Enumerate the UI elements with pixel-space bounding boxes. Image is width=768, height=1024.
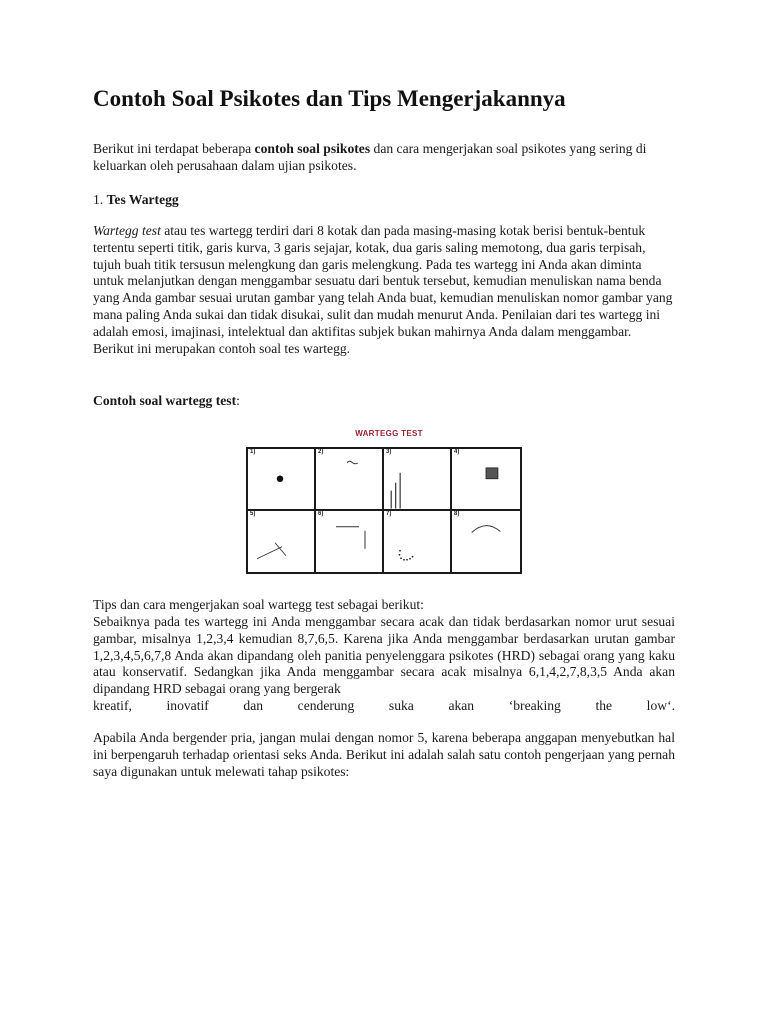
- wavy-line-icon: [316, 449, 382, 509]
- wartegg-cell-3: [384, 449, 452, 511]
- cell-label: 1): [250, 449, 256, 455]
- parallel-lines-icon: [384, 449, 450, 509]
- cell-label: 7): [386, 510, 392, 517]
- intersecting-lines-icon: [248, 511, 314, 573]
- wartegg-cell-8: [452, 511, 520, 573]
- section-heading: [93, 192, 675, 209]
- wartegg-description-text: atau tes wartegg terdiri dari 8 kotak dan pada masing-masing kotak berisi bentuk-bentuk tertentu seperti titik, garis kurva, 3 garis sejajar, kotak, dua garis saling memotong, dua garis terpisah, tujuh buah titik tersusun melengkung dan garis melengkung. Pada tes wartegg ini Anda akan diminta untuk melanjutkan dengan menggambar sesuatu dari bentuk tersebut, kemudian menuliskan nama benda yang Anda gambar sesuai urutan gambar yang telah Anda buat, kemudian menuliskan nomor gambar yang mana paling Anda sukai dan tidak disukai, sulit dan mudah menurut Anda. Penilaian dari tes wartegg ini adalah emosi, imajinasi, intelektual dan aktifitas subjek bukan mahirnya Anda dalam menggambar. Berikut ini merupakan contoh soal tes wartegg.: [93, 223, 673, 356]
- tips-heading: Tips dan cara mengerjakan soal wartegg test sebagai berikut:: [93, 597, 424, 612]
- wartegg-description: [93, 223, 675, 357]
- arc-icon: [452, 511, 520, 573]
- intro-text-after: dan cara mengerjakan soal psikotes yang sering di keluarkan oleh perusahaan dalam ujian psikotes.: [93, 141, 647, 173]
- intro-text-before: Berikut ini terdapat beberapa: [93, 141, 255, 156]
- cell-label: 2): [318, 449, 324, 455]
- cell-label: 4): [454, 449, 460, 455]
- wartegg-term: Wartegg test: [93, 223, 161, 238]
- figure-title: WARTEGG TEST: [355, 429, 423, 438]
- wartegg-cell-6: [316, 511, 384, 573]
- square-icon: [452, 449, 520, 509]
- curved-dots-icon: [384, 511, 450, 573]
- separate-lines-icon: [316, 511, 382, 573]
- wartegg-cell-7: [384, 511, 452, 573]
- wartegg-cell-1: [248, 449, 316, 511]
- cell-label: 5): [250, 510, 256, 517]
- cell-label: 3): [386, 449, 392, 455]
- dot-icon: [248, 449, 314, 509]
- tips-body: Sebaiknya pada tes wartegg ini Anda menggambar secara acak dan tidak berdasarkan nomor urut sesuai gambar, misalnya 1,2,3,4 kemudian 8,7,6,5. Karena jika Anda menggambar berdasarkan urutan gambar 1,2,3,4,5,6,7,8 Anda akan dipandang oleh panitia penyelenggara psikotes (HRD) sebagai orang yang kaku atau konservatif. Sedangkan jika Anda menggambar secara acak misalnya 6,1,4,2,7,8,3,5 Anda akan dipandang HRD sebagai orang yang bergerak: [93, 614, 675, 697]
- wartegg-cell-4: [452, 449, 520, 511]
- cell-label: 6): [318, 510, 324, 517]
- page-title: Contoh Soal Psikotes dan Tips Mengerjakannya: [93, 86, 566, 111]
- example-heading: [93, 393, 675, 410]
- intro-paragraph: [93, 141, 675, 175]
- example-heading-bold: Contoh soal wartegg test: [93, 393, 237, 408]
- section-title: Tes Wartegg: [106, 192, 179, 207]
- example-heading-colon: :: [236, 393, 240, 408]
- section-number: 1.: [93, 192, 107, 207]
- tips-body-last-line: kreatif, inovatif dan cenderung suka akan ‘breaking the low‘.: [93, 698, 675, 713]
- intro-bold-keyword: contoh soal psikotes: [254, 141, 371, 156]
- cell-label: 8): [454, 510, 460, 517]
- wartegg-test-figure: [246, 428, 522, 574]
- wartegg-cell-5: [248, 511, 316, 573]
- gender-paragraph: Apabila Anda bergender pria, jangan mulai dengan nomor 5, karena beberapa anggapan menyebutkan hal ini berpengaruh terhadap orientasi seks Anda. Berikut ini adalah salah satu contoh pengerjaan yang pernah saya digunakan untuk melewati tahap psikotes:: [93, 730, 675, 779]
- wartegg-grid: [246, 447, 522, 574]
- wartegg-cell-2: [316, 449, 384, 511]
